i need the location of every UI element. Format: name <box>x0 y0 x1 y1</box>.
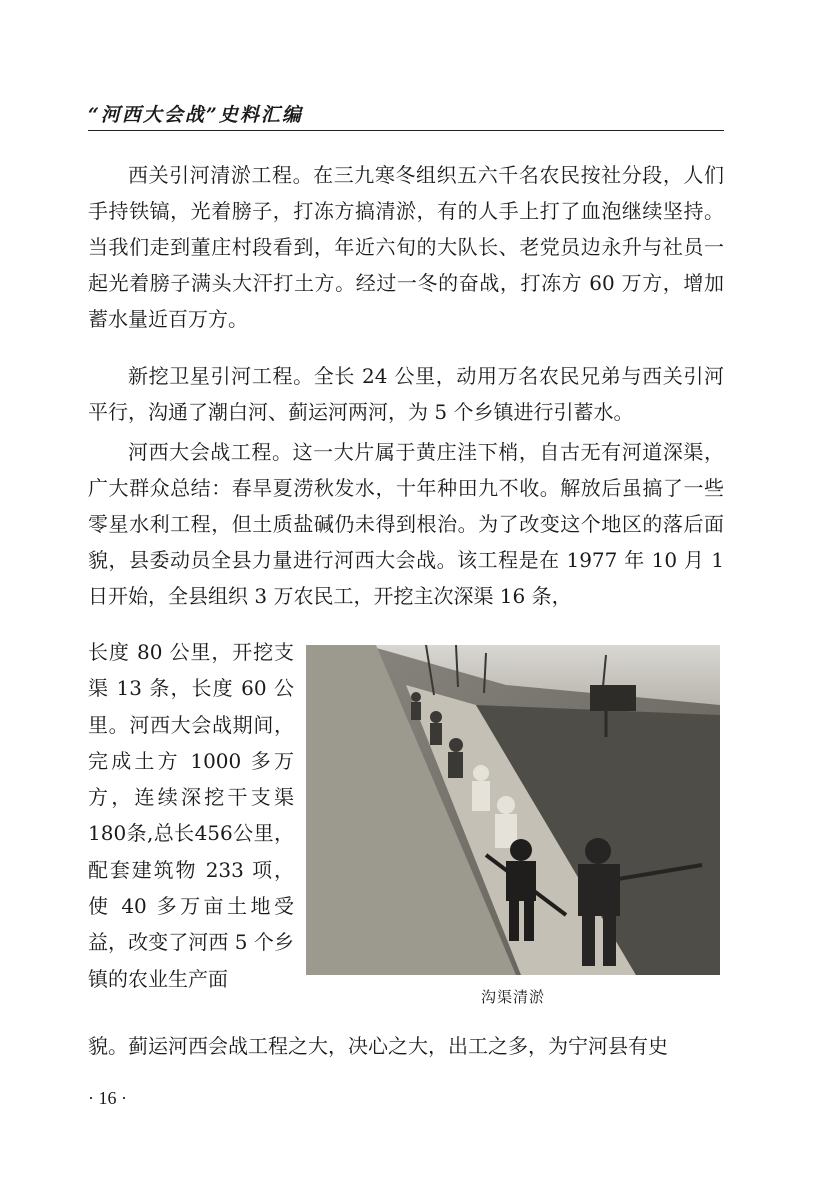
paragraph-hexi: 河西大会战工程。这一大片属于黄庄洼下梢，自古无有河道深渠，广大群众总结：春旱夏涝秋发水，十年种田九不收。解放后虽搞了一些零星水利工程，但土质盐碱仍未得到根治。为了改变这个地区的落后面貌，县委动员全县力量进行河西大会战。该工程是在 1977 年 10 月 1 日开始，全县组织 3 万农民工，开挖主次深渠 16 条， <box>88 440 724 608</box>
header-title: “河西大会战”史料汇编 <box>88 104 303 126</box>
paragraph-xiguan: 西关引河清淤工程。在三九寒冬组织五六千名农民按社分段，人们手持铁镐，光着膀子，打冻方搞清淤，有的人手上打了血泡继续坚持。当我们走到董庄村段看到，年近六旬的大队长、老党员边永升与社员一起光着膀子满头大汗打土方。经过一冬的奋战，打冻方 60 万方，增加蓄水量近百万方。 <box>88 163 724 331</box>
page-number: · 16 · <box>88 1088 127 1108</box>
paragraph-weixing: 新挖卫星引河工程。全长 24 公里，动用万名农民兄弟与西关引河平行，沟通了潮白河、蓟运河两河，为 5 个乡镇进行引蓄水。 <box>88 364 724 424</box>
photo-caption: 沟渠清淤 <box>480 988 545 1006</box>
running-header <box>88 98 724 131</box>
paragraph-hexi-wrap: 长度 80 公里，开挖支渠 13 条，长度 60 公里。河西大会战期间，完成土方 1000 多万方，连续深挖干支渠 180条,总长456公里，配套建筑物 233 项，使 40 多万亩土地受益，改变了河西 5 个乡镇的农业生产面 <box>88 640 294 991</box>
photo-ditch-dredging <box>306 645 720 975</box>
paragraph-hexi-continued: 貌。蓟运河西会战工程之大，决心之大，出工之多，为宁河县有史 <box>88 1034 668 1058</box>
